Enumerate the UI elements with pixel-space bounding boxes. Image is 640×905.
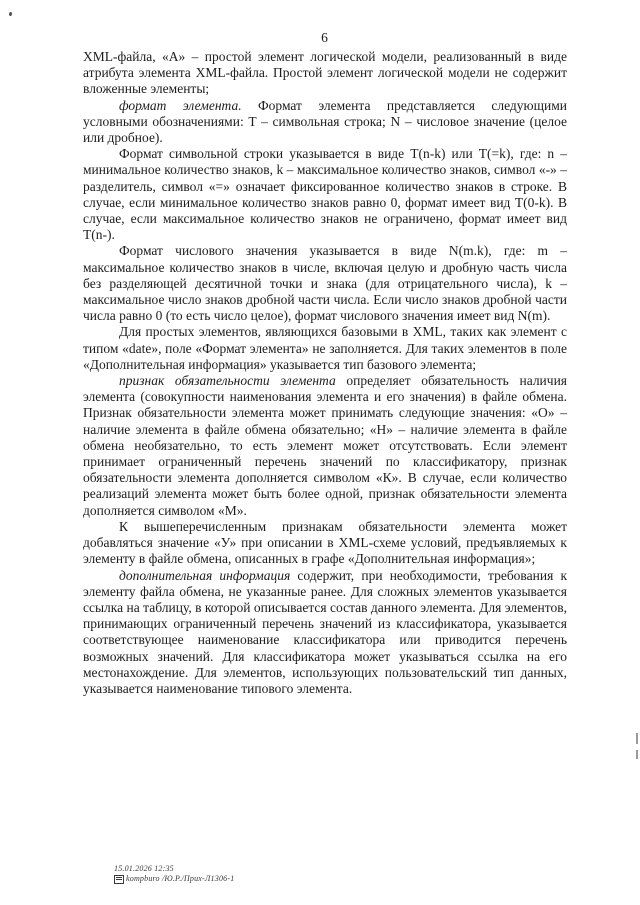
body-text: XML-файла, «А» – простой элемент логической модели, реализованный в виде атрибута элемента XML-файла. Простой элемент логической модели не содержит вложенные элементы; [83, 49, 567, 97]
paragraph [83, 324, 567, 373]
paragraph [83, 146, 567, 243]
paragraph [83, 98, 567, 147]
footer-timestamp: 15.01.2026 12:35 [114, 864, 174, 873]
body-text: Формат числового значения указывается в виде N(m.k), где: m – максимальное количество знаков в числе, включая целую и дробную часть числа без разделяющей десятичной точки и знака (для отрицательного числа), k – максимальное число знаков дробной части числа. Если число знаков дробной части числа равно 0 (то есть число целое), формат числового значения имеет вид N(m). [83, 243, 567, 324]
paragraph [83, 49, 567, 98]
paragraph [83, 243, 567, 324]
term-emphasis: признак обязательности элемента [119, 373, 336, 389]
paragraph [83, 519, 567, 568]
body-text: К вышеперечисленным признакам обязательности элемента может добавляться значение «У» при описании в XML-схеме условий, предъявляемых к элементу в файле обмена, описанных в графе «Дополнительная информация»; [83, 518, 567, 567]
document-body [83, 49, 567, 697]
stamp-icon [114, 875, 124, 884]
paragraph [83, 373, 567, 519]
term-emphasis: дополнительная информация [119, 567, 291, 583]
footer-signature-row [114, 874, 234, 884]
paragraph [83, 568, 567, 698]
footer-signature: kompburo /Ю.Р./Прих-Л1306-1 [126, 874, 235, 883]
scan-artifact-dot [9, 12, 13, 17]
body-text: Формат символьной строки указывается в виде T(n-k) или T(=k), где: n – минимальное количество знаков, k – максимальное количество знаков, символ «-» – разделитель, символ «=» означает фиксированное количество знаков в строке. В случае, если минимальное количество знаков равно 0, формат имеет вид T(0-k). В случае, если максимальное количество знаков не ограничено, формат имеет вид T(n-). [83, 146, 567, 243]
footer-stamp [114, 864, 234, 884]
body-text: Для простых элементов, являющихся базовыми в XML, таких как элемент с типом «date», поле «Формат элемента» не заполняется. Для таких элементов в поле «Дополнительная информация» указывается тип базового элемента; [83, 324, 567, 372]
body-text: определяет обязательность наличия элемента (совокупности наименования элемента и его значения) в файле обмена. Признак обязательности элемента может принимать следующие значения: «О» – наличие элемента в файле обмена обязательно; «Н» – наличие элемента в файле обмена необязательно, то есть элемент может отсутствовать. Если элемент принимает ограниченный перечень значений по классификатору, признак обязательности элемента дополняется символом «К». В случае, если количество реализаций элемента может быть более одной, признак обязательности элемента дополняется символом «М». [83, 373, 568, 518]
page-number: 6 [321, 30, 328, 45]
term-emphasis: формат элемента. [119, 97, 242, 113]
body-text: содержит, при необходимости, требования к элементу файла обмена, не указанные ранее. Для сложных элементов указывается ссылка на таблицу, в которой описывается состав данного элемента. Для элементов, принимающих ограниченный перечень значений из классификатора, указывается соответствующее наименование классификатора или приводится перечень возможных значений. Для классификатора может указываться ссылка на его местонахождение. Для элементов, использующих пользовательский тип данных, указывается наименование типового элемента. [83, 567, 568, 696]
scan-artifact-tick [636, 733, 638, 744]
body-text: Формат элемента представляется следующими условными обозначениями: T – символьная строка; N – числовое значение (целое или дробное). [83, 97, 567, 146]
scan-artifact-tick [636, 750, 638, 759]
